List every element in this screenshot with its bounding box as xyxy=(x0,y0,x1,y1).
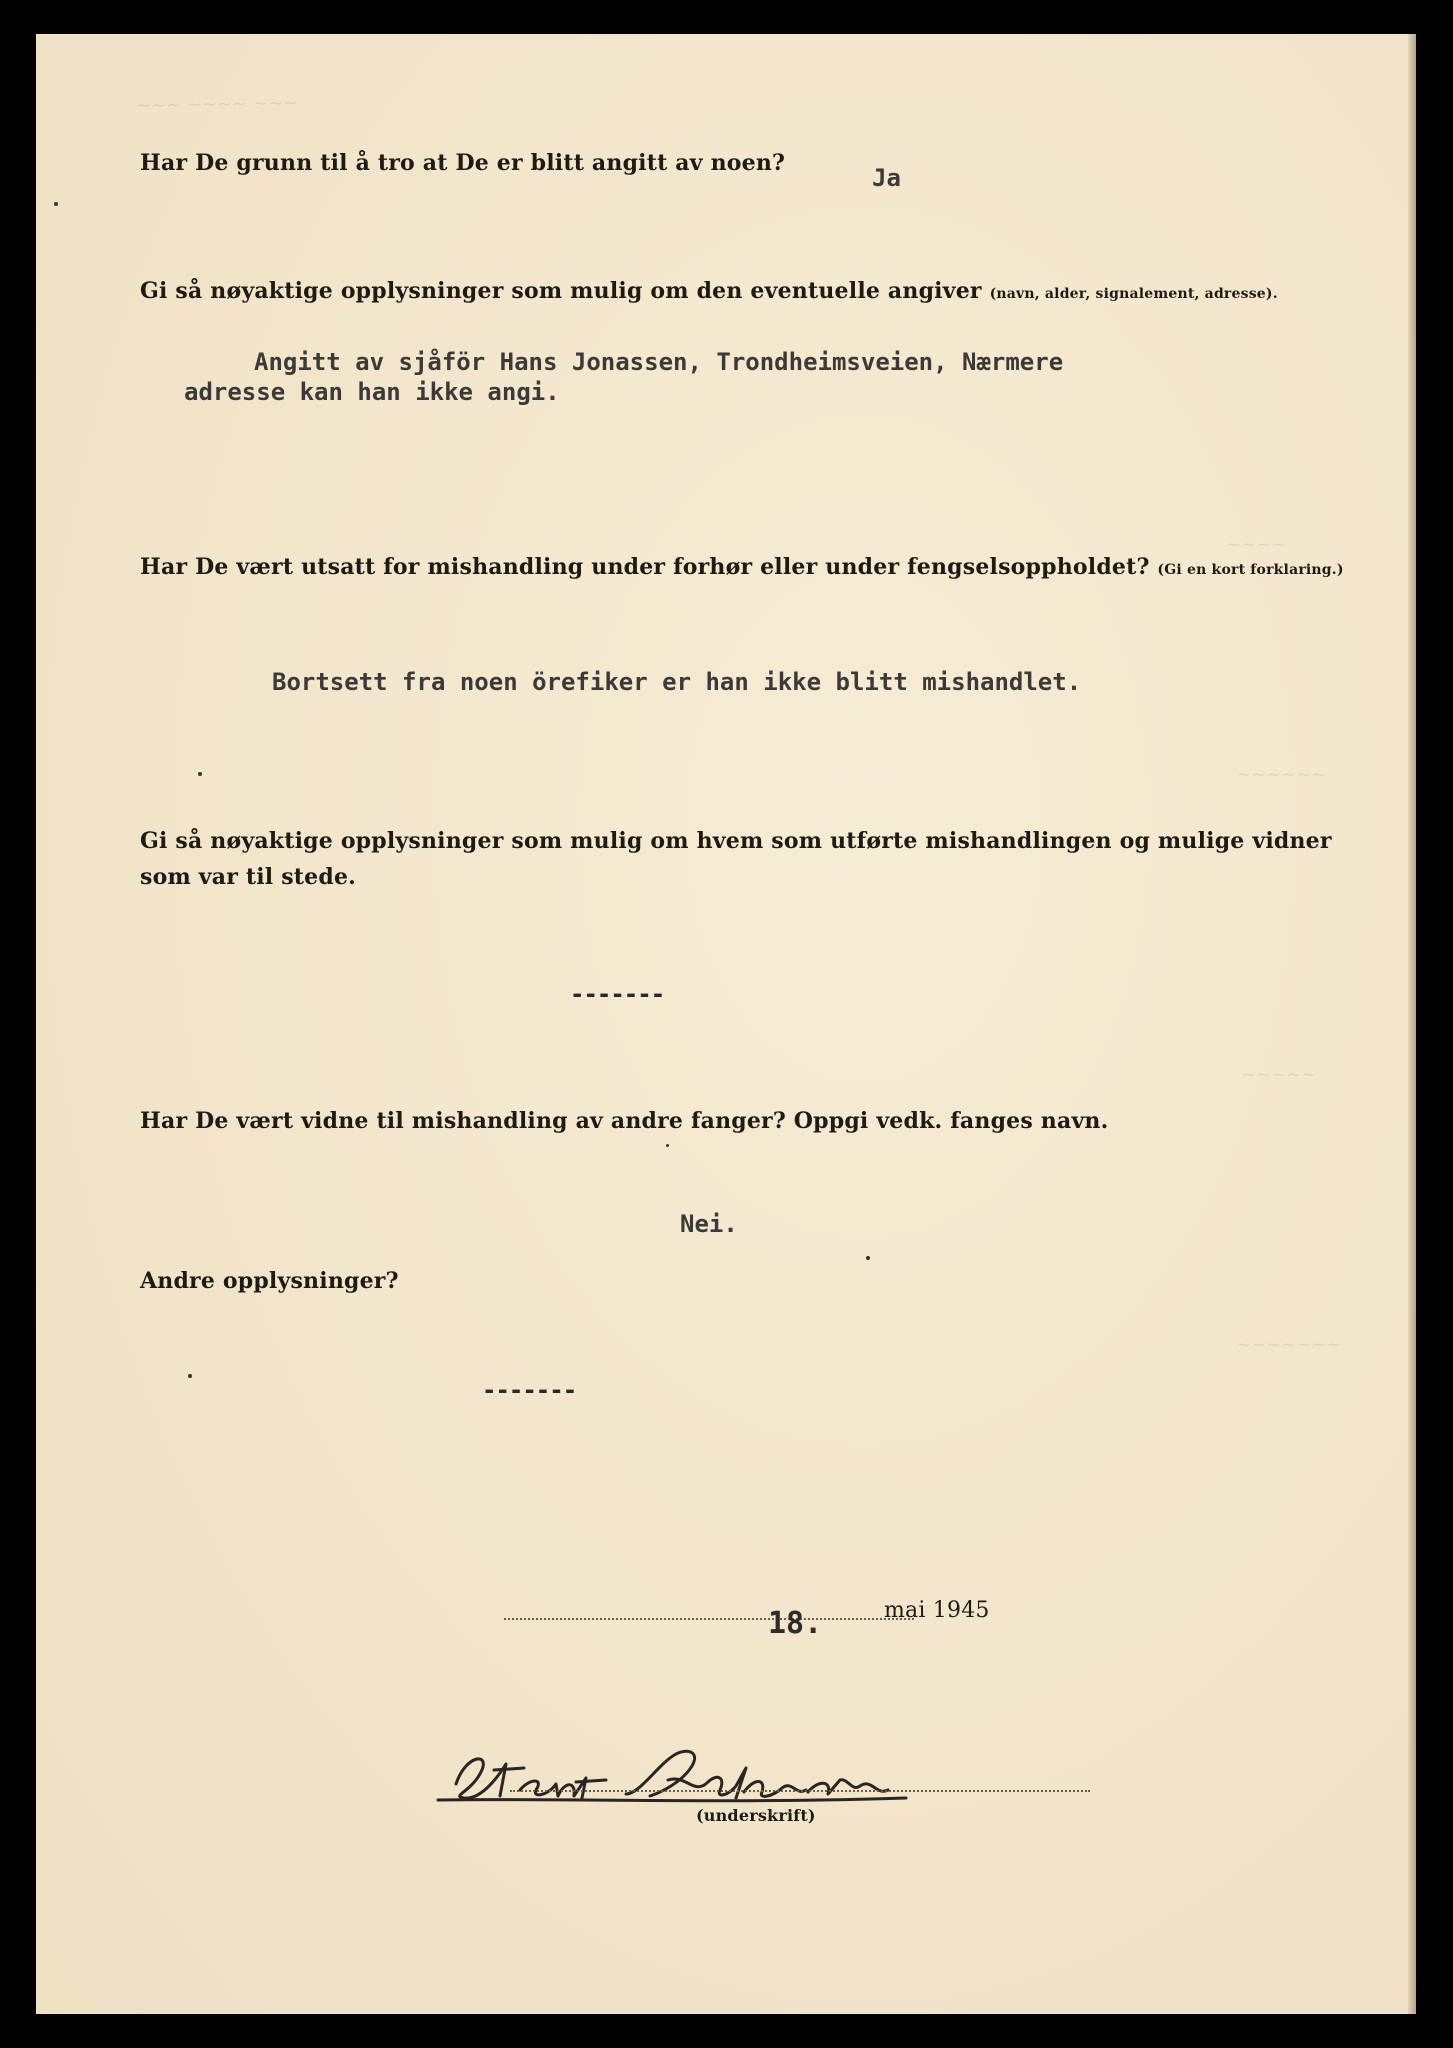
date-dotted-line xyxy=(504,1618,914,1620)
bleed-through-mark: ~~~~ xyxy=(1226,534,1287,555)
question-mishandling xyxy=(140,554,1344,580)
answer-angitt: Ja xyxy=(872,164,901,192)
ink-speck xyxy=(54,202,58,206)
question-angitt: Har De grunn til å tro at De er blitt angitt av noen? xyxy=(140,150,786,176)
question-other-info: Andre opplysninger? xyxy=(140,1268,399,1294)
answer-mishandling: Bortsett fra noen örefiker er han ikke blitt mishandlet. xyxy=(272,668,1082,696)
bleed-through-mark: ~~~~~~ xyxy=(1236,764,1327,785)
question-perpetrators-line2: som var til stede. xyxy=(140,864,357,890)
answer-angiver-line1: Angitt av sjåför Hans Jonassen, Trondheimsveien, Nærmere xyxy=(254,348,1064,376)
ink-speck xyxy=(198,772,202,776)
question-angiver-note: (navn, alder, signalement, adresse). xyxy=(989,286,1278,302)
answer-perpetrators: ------- xyxy=(570,980,665,1008)
question-angiver-text: Gi så nøyaktige opplysninger som mulig om den eventuelle angiver xyxy=(140,278,982,304)
question-perpetrators-line1: Gi så nøyaktige opplysninger som mulig om hvem som utførte mishandlingen og mulige vidner xyxy=(140,828,1332,854)
question-mishandling-note: (Gi en kort forklaring.) xyxy=(1157,562,1344,578)
document-page xyxy=(36,34,1416,2014)
bleed-through-mark: ~~~ ~~~~ ~~~ xyxy=(135,92,299,117)
handwritten-signature xyxy=(436,1734,996,1814)
signature-dotted-line xyxy=(510,1790,1090,1792)
bleed-through-mark: ~~~~~~~ xyxy=(1236,1334,1342,1355)
ink-speck xyxy=(866,1256,870,1260)
date-day: 18. xyxy=(768,1606,823,1641)
answer-witness: Nei. xyxy=(680,1210,738,1238)
ink-speck xyxy=(666,1144,669,1147)
question-witness: Har De vært vidne til mishandling av andre fanger? Oppgi vedk. fanges navn. xyxy=(140,1108,1109,1134)
answer-angiver-line2: adresse kan han ikke angi. xyxy=(184,378,560,406)
page-edge-shadow xyxy=(1408,34,1416,2014)
answer-other-info: ------- xyxy=(482,1376,577,1404)
bleed-through-mark: ~~~~~ xyxy=(1241,1064,1317,1085)
date-month-year: mai 1945 xyxy=(884,1598,990,1623)
signature-caption: (underskrift) xyxy=(696,1806,816,1825)
ink-speck xyxy=(188,1374,192,1378)
question-angiver-details xyxy=(140,278,1278,304)
question-mishandling-text: Har De vært utsatt for mishandling under forhør eller under fengselsoppholdet? xyxy=(140,554,1150,580)
